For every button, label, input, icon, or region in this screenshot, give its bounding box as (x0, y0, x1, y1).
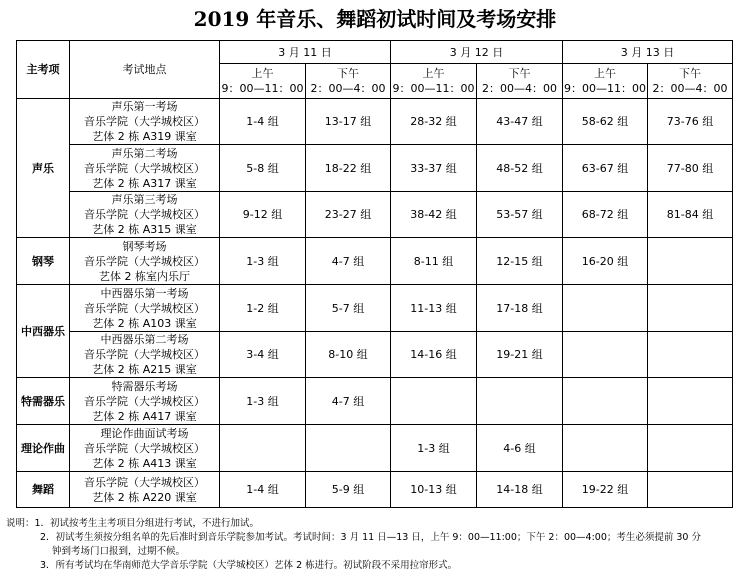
group-cell: 8-10 组 (306, 332, 391, 378)
note-line: 钟到考场门口报到，过期不候。 (52, 546, 186, 557)
group-cell: 13-17 组 (306, 99, 391, 145)
group-cell: 18-22 组 (306, 145, 391, 192)
am-slot-header: 上午 9：00—11：00 (220, 64, 306, 99)
header-row-days (17, 41, 733, 64)
venue-cell: 中西器乐第二考场 音乐学院（大学城校区） 艺体 2 栋 A215 课室 (70, 332, 220, 378)
venue-cell: 中西器乐第一考场 音乐学院（大学城校区） 艺体 2 栋 A103 课室 (70, 285, 220, 332)
group-cell: 5-7 组 (306, 285, 391, 332)
group-cell: 8-11 组 (391, 238, 477, 285)
group-cell (563, 425, 648, 472)
group-cell (648, 285, 733, 332)
group-cell: 14-16 组 (391, 332, 477, 378)
major-cell-vocal: 声乐 (17, 99, 70, 238)
table-row (17, 285, 733, 332)
group-cell: 53-57 组 (477, 192, 563, 238)
group-cell: 33-37 组 (391, 145, 477, 192)
group-cell: 12-15 组 (477, 238, 563, 285)
group-cell (563, 332, 648, 378)
group-cell: 1-3 组 (391, 425, 477, 472)
group-cell: 1-3 组 (220, 378, 306, 425)
note-line: 3．所有考试均在华南师范大学音乐学院（大学城校区）艺体 2 栋进行。初试阶段不采用拉帘形式。 (40, 560, 458, 571)
group-cell: 19-21 组 (477, 332, 563, 378)
venue-cell: 理论作曲面试考场 音乐学院（大学城校区） 艺体 2 栋 A413 课室 (70, 425, 220, 472)
venue-cell: 特需器乐考场 音乐学院（大学城校区） 艺体 2 栋 A417 课室 (70, 378, 220, 425)
group-cell (648, 332, 733, 378)
group-cell (563, 285, 648, 332)
notes-section (6, 517, 746, 573)
pm-slot-header: 下午 2：00—4：00 (648, 64, 733, 99)
table-row (17, 425, 733, 472)
group-cell: 43-47 组 (477, 99, 563, 145)
group-cell: 14-18 组 (477, 472, 563, 508)
group-cell (563, 378, 648, 425)
group-cell: 11-13 组 (391, 285, 477, 332)
group-cell: 1-4 组 (220, 99, 306, 145)
venue-cell: 声乐第一考场 音乐学院（大学城校区） 艺体 2 栋 A319 课室 (70, 99, 220, 145)
table-row (17, 378, 733, 425)
group-cell: 63-67 组 (563, 145, 648, 192)
am-slot-header: 上午 9：00—11：00 (563, 64, 648, 99)
group-cell: 1-3 组 (220, 238, 306, 285)
am-slot-header: 上午 9：00—11：00 (391, 64, 477, 99)
group-cell: 58-62 组 (563, 99, 648, 145)
major-cell-dance: 舞蹈 (17, 472, 70, 508)
group-cell (477, 378, 563, 425)
group-cell: 1-4 组 (220, 472, 306, 508)
venue-cell: 声乐第二考场 音乐学院（大学城校区） 艺体 2 栋 A317 课室 (70, 145, 220, 192)
day-header: 3 月 12 日 (391, 41, 563, 64)
group-cell: 16-20 组 (563, 238, 648, 285)
table-row (17, 192, 733, 238)
major-cell-theory: 理论作曲 (17, 425, 70, 472)
pm-slot-header: 下午 2：00—4：00 (306, 64, 391, 99)
group-cell: 10-13 组 (391, 472, 477, 508)
day-header: 3 月 13 日 (563, 41, 733, 64)
group-cell: 4-7 组 (306, 238, 391, 285)
venue-cell: 声乐第三考场 音乐学院（大学城校区） 艺体 2 栋 A315 课室 (70, 192, 220, 238)
group-cell: 23-27 组 (306, 192, 391, 238)
day-header: 3 月 11 日 (220, 41, 391, 64)
group-cell: 5-8 组 (220, 145, 306, 192)
major-cell-piano: 钢琴 (17, 238, 70, 285)
group-cell (648, 425, 733, 472)
group-cell: 17-18 组 (477, 285, 563, 332)
group-cell: 77-80 组 (648, 145, 733, 192)
table-row (17, 145, 733, 192)
pm-slot-header: 下午 2：00—4：00 (477, 64, 563, 99)
venue-header: 考试地点 (70, 41, 220, 99)
venue-cell: 钢琴考场 音乐学院（大学城校区） 艺体 2 栋室内乐厅 (70, 238, 220, 285)
group-cell: 3-4 组 (220, 332, 306, 378)
venue-cell: 音乐学院（大学城校区） 艺体 2 栋 A220 课室 (70, 472, 220, 508)
major-cell-special: 特需器乐 (17, 378, 70, 425)
group-cell: 19-22 组 (563, 472, 648, 508)
group-cell (220, 425, 306, 472)
group-cell: 81-84 组 (648, 192, 733, 238)
table-row (17, 238, 733, 285)
group-cell: 73-76 组 (648, 99, 733, 145)
group-cell: 48-52 组 (477, 145, 563, 192)
group-cell: 68-72 组 (563, 192, 648, 238)
group-cell (648, 472, 733, 508)
group-cell (648, 238, 733, 285)
group-cell (391, 378, 477, 425)
schedule-table (16, 40, 733, 508)
group-cell: 28-32 组 (391, 99, 477, 145)
group-cell: 5-9 组 (306, 472, 391, 508)
note-line: 说明：1．初试按考生主考项目分组进行考试，不进行加试。 (6, 518, 260, 529)
note-line: 2．初试考生须按分组名单的先后准时到音乐学院参加考试。考试时间：3 月 11 日—13 日，上午 9：00—11:00；下午 2：00—4:00；考生必须提前 30 分 (40, 532, 701, 543)
table-row (17, 472, 733, 508)
group-cell: 1-2 组 (220, 285, 306, 332)
page-title: 2019 年音乐、舞蹈初试时间及考场安排 (193, 7, 557, 31)
group-cell (306, 425, 391, 472)
table-row (17, 332, 733, 378)
group-cell: 38-42 组 (391, 192, 477, 238)
table-row (17, 99, 733, 145)
group-cell: 4-6 组 (477, 425, 563, 472)
group-cell: 4-7 组 (306, 378, 391, 425)
major-header: 主考项 (17, 41, 70, 99)
group-cell (648, 378, 733, 425)
group-cell: 9-12 组 (220, 192, 306, 238)
major-cell-instruments: 中西器乐 (17, 285, 70, 378)
